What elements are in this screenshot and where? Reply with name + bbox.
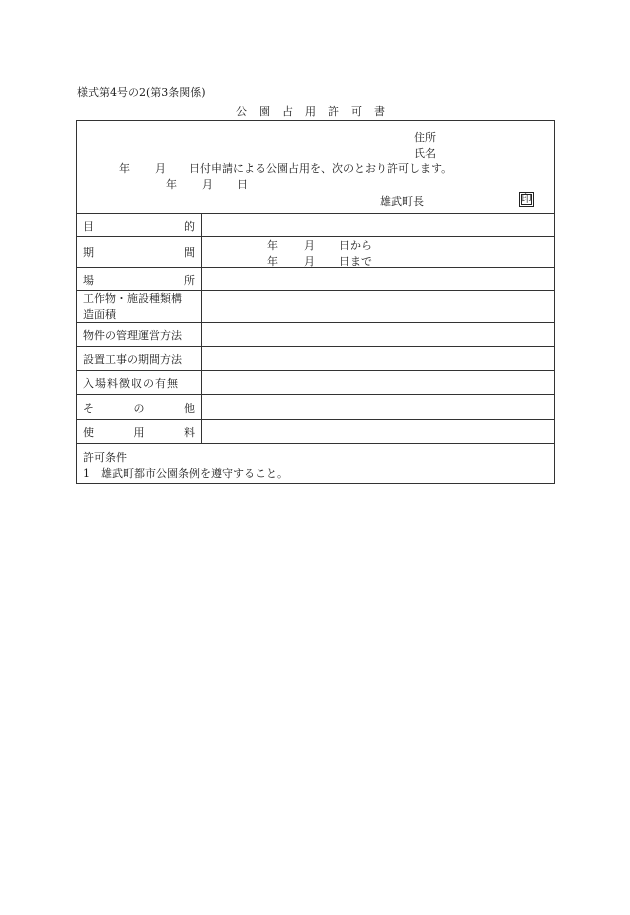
row-label-construction <box>83 351 195 367</box>
row-label-purpose: 目 的 <box>83 220 195 233</box>
conditions-heading: 許可条件 <box>83 451 127 464</box>
row-label-other <box>83 400 195 416</box>
row-label-text: 場 所 <box>83 274 195 287</box>
condition-item: 1 雄武町都市公園条例を遵守すること。 <box>83 467 288 480</box>
row-label-text: 使 用 料 <box>83 426 195 439</box>
row-label-usage-fee <box>83 424 195 440</box>
name-label: 氏名 <box>414 147 436 160</box>
row-label-line: 造面積 <box>83 308 116 321</box>
row-divider <box>77 346 554 347</box>
period-to-year: 年 <box>267 255 278 268</box>
row-divider <box>77 267 554 268</box>
row-label-line: 工作物・施設種類構 <box>83 292 182 305</box>
row-label-structure <box>83 291 195 323</box>
row-label-text: 入場料徴収の有無 <box>83 377 179 390</box>
row-divider <box>77 394 554 395</box>
row-divider <box>77 443 554 444</box>
statement-month: 月 <box>155 162 166 175</box>
permit-date-year: 年 <box>166 178 177 191</box>
row-label-location <box>83 272 195 288</box>
period-to-month: 月 <box>304 255 315 268</box>
seal-mark: 印 <box>519 192 534 207</box>
row-divider <box>77 419 554 420</box>
document-title: 公園占用許可書 <box>236 105 397 118</box>
address-label: 住所 <box>414 131 436 144</box>
row-label-text: 物件の管理運営方法 <box>83 329 182 342</box>
statement-text: 日付申請による公園占用を、次のとおり許可します。 <box>189 162 453 175</box>
row-divider <box>77 236 554 237</box>
column-divider <box>201 213 202 443</box>
period-from-month: 月 <box>304 239 315 252</box>
row-label-text: そ の 他 <box>83 402 195 415</box>
row-divider <box>77 213 554 214</box>
statement-year: 年 <box>119 162 130 175</box>
issuer-title: 雄武町長 <box>380 195 424 208</box>
row-label-management <box>83 327 195 343</box>
permit-date-month: 月 <box>202 178 213 191</box>
row-label-text: 期 間 <box>83 246 195 259</box>
row-label-admission-fee <box>83 375 195 391</box>
period-to-day: 日まで <box>339 255 372 268</box>
row-label-text: 設置工事の期間方法 <box>83 353 182 366</box>
permit-date-day: 日 <box>237 178 248 191</box>
permit-form <box>76 120 555 484</box>
row-label-period <box>83 244 195 260</box>
period-from-year: 年 <box>267 239 278 252</box>
period-from-day: 日から <box>339 239 372 252</box>
form-number: 様式第4号の2(第3条関係) <box>77 86 206 99</box>
row-divider <box>77 370 554 371</box>
